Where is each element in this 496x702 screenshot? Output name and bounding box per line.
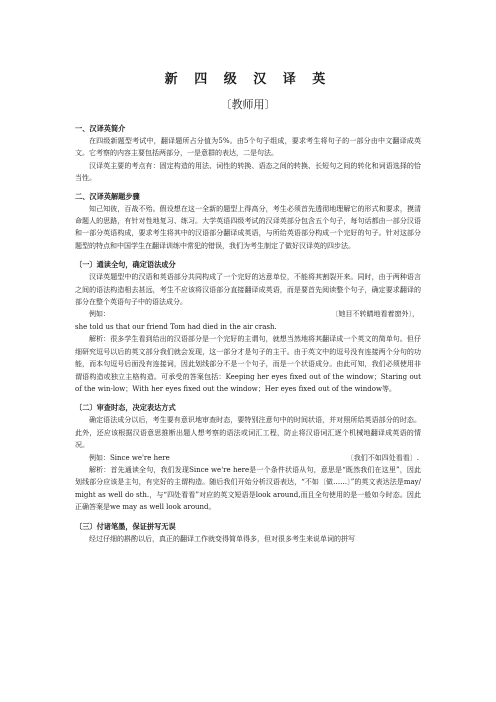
example-row [75, 308, 421, 320]
section-heading-steps: 二、汉译英解题步骤 [75, 191, 140, 201]
example-english: she told us that our friend Tom had died in the air crash. [75, 322, 277, 331]
paragraph: 汉译英题型中的汉语和英语部分共同构成了一个完好的达意单位，不能将其割裂开来。同时，由于两种语言之间的语法构造相去甚远，考生不应该将汉语部分直接翻译成英语，而是要首先阅读整个句子，确定要求翻译的部分在整个英语句子中的语法成分。 [75, 273, 421, 307]
subsection-heading-step2: 〔二〕审查时态，决定表达方式 [75, 403, 176, 413]
paragraph-analysis: 解析：很多学生看到给出的汉语部分是一个完好的主谓句，就想当然地将其翻译成一个英文的简单句。但仔细研究逗号以后的英文部分我们就会发现，这一部分才是句子的主干。由于英文中的逗号没有连接两个分句的功能，而本句逗号后面没有连接词，因此划线部分不是一个句子，而是一个状语成分。由此可知，我们必须使用非谓语构造或独立主格构造。可承受的答案包括：Keeping her eyes fixed out of the window；Staring out of the win-low；With her eyes fixed out the window；Her eyes fixed out of the window等。 [75, 335, 421, 393]
example-chinese: 〔她目不转睛地看着窗外〕， [331, 310, 419, 319]
section-heading-intro: 一、汉译英简介 [75, 124, 126, 133]
document-subtitle: 〔教师用〕 [220, 98, 276, 111]
paragraph: 在四级新题型考试中，翻译题所占分值为5%。由5个句子组成，要求考生将句子的一部分由中文翻译成英文。它考察的内容主要包括两部分，一是意群的表达，二是句法。 [75, 137, 421, 158]
example-row [75, 452, 421, 464]
paragraph: 确定语法成分以后，考生要有意识地审查时态，要特别注意句中的时间状语，并对照所给英语部分的时态。此外，还应该根据汉语意思推断出题人想考察的语法或词汇工程，防止将汉语词汇逐个机械地翻译成英语的情况。 [75, 416, 421, 450]
example-label: 例如：Since we're here [89, 453, 170, 462]
subsection-heading-step3: 〔三〕付诸笔墨，保证拼写无误 [75, 521, 176, 531]
subsection-heading-step1: 〔一〕通读全句，确定语法成分 [75, 260, 176, 270]
document-title: 新 四 级 汉 译 英 [164, 72, 332, 87]
paragraph-analysis: 解析：首先通读全句，我们发现Since we're here是一个条件状语从句，意思是“既然我们在这里”，因此划线部分应该是主句，有完好的主谓构造。随后我们开始分析汉语表达，“不如〔做……〕”的英文表达法是may/ might as well do sth.，与“四处看看”对应的英文短语是look around,而且全句使用的是一般如今时态。因此正确答案是we may as well look around。 [75, 465, 421, 512]
paragraph: 汉译英主要的考点有：固定构造的用法、词性的转换、语态之间的转换、长短句之间的转化和词语选择的恰当性。 [75, 161, 421, 183]
example-label: 例如： [89, 310, 110, 319]
example-chinese: 〔我们不如四处看看〕. [346, 453, 419, 462]
paragraph: 知己知彼，百战不殆。假设想在这一全新的题型上得高分，考生必须首先透彻地理解它的形式和要求，摸清命题人的思路，有针对性地复习、练习。大学英语四级考试的汉译英部分包含五个句子，每句话都由一部分汉语和一部分英语构成，要求考生将其中的汉语部分翻译成英语，与所给英语部分构成一个完好的句子。针对这部分题型的特点和中国学生在翻译训练中常犯的错误，我们为考生制定了做好汉译英的四步法。 [75, 204, 421, 250]
document-body [75, 123, 421, 545]
paragraph: 经过仔细的斟酌以后，真正的翻译工作就变得简单得多，但对很多考生来说单词的拼写 [89, 534, 355, 543]
